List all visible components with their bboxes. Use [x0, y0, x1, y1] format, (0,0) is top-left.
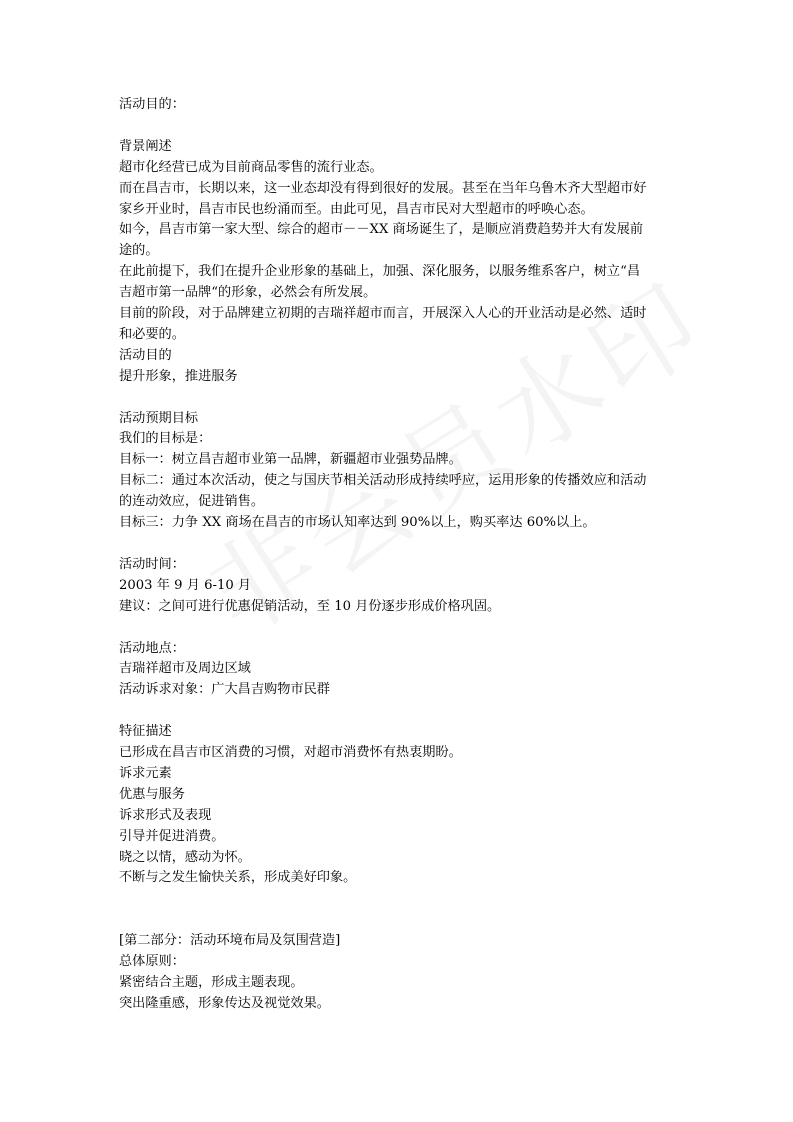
text-line: 优惠与服务: [119, 786, 185, 802]
text-line: 活动预期目标: [119, 410, 199, 426]
text-line: 目标一：树立昌吉超市业第一品牌，新疆超市业强势品牌。: [119, 452, 462, 468]
text-line: 超市化经营已成为目前商品零售的流行业态。: [119, 159, 383, 175]
text-line: 家乡开业时，昌吉市民也纷涌而至。由此可见，昌吉市民对大型超市的呼唤心态。: [119, 201, 594, 217]
text-line: 紧密结合主题，形成主题表现。: [119, 974, 304, 990]
text-line: 活动时间：: [119, 556, 185, 572]
text-line: 目前的阶段，对于品牌建立初期的吉瑞祥超市而言，开展深入人心的开业活动是必然、适时: [119, 306, 647, 322]
text-line: 不断与之发生愉快关系，形成美好印象。: [119, 870, 357, 886]
text-line: 吉瑞祥超市及周边区域: [119, 661, 251, 677]
blank-line: [119, 618, 679, 639]
text-line: 总体原则：: [119, 954, 185, 970]
text-line: 而在昌吉市，长期以来，这一业态却没有得到很好的发展。甚至在当年乌鲁木齐大型超市好: [119, 180, 647, 196]
text-line: 我们的目标是：: [119, 431, 212, 447]
text-line: 在此前提下，我们在提升企业形象的基础上，加强、深化服务，以服务维系客户，树立“昌: [119, 264, 641, 280]
text-line: 如今，昌吉市第一家大型、综合的超市－－XX 商场诞生了，是顺应消费趋势并大有发展前: [119, 222, 644, 238]
text-line: 活动目的：: [119, 97, 185, 112]
text-line: 吉超市第一品牌“的形象，必然会有所发展。: [119, 285, 377, 301]
blank-line: [119, 889, 679, 910]
text-line: 建议：之间可进行优惠促销活动，至 10 月份逐步形成价格巩固。: [119, 598, 501, 614]
text-line: 特征描述: [119, 724, 172, 740]
blank-line: [119, 388, 679, 409]
text-line: 活动目的: [119, 347, 172, 363]
text-line: 2003 年 9 月 6-10 月: [119, 577, 252, 593]
text-line: 活动诉求对象：广大昌吉购物市民群: [119, 682, 330, 698]
text-line: 途的。: [119, 243, 159, 259]
blank-line: [119, 701, 679, 722]
text-line: 提升形象，推进服务: [119, 368, 238, 384]
text-line: 已形成在昌吉市区消费的习惯，对超市消费怀有热衷期盼。: [119, 745, 462, 761]
text-line: [第二部分：活动环境布局及氛围营造]: [119, 933, 341, 949]
text-line: 背景阐述: [119, 138, 172, 154]
blank-line: [119, 910, 679, 931]
text-line: 诉求元素: [119, 765, 172, 781]
text-line: 晓之以情，感动为怀。: [119, 849, 251, 865]
text-line: 的连动效应，促进销售。: [119, 494, 265, 510]
text-line: 目标二：通过本次活动，使之与国庆节相关活动形成持续呼应，运用形象的传播效应和活动: [119, 473, 647, 489]
blank-line: [119, 116, 679, 137]
text-line: 突出隆重感，形象传达及视觉效果。: [119, 995, 330, 1011]
document-body: [119, 95, 679, 1015]
blank-line: [119, 534, 679, 555]
text-line: 引导并促进消费。: [119, 828, 225, 844]
text-line: 和必要的。: [119, 326, 185, 342]
text-line: 目标三：力争 XX 商场在昌吉的市场认知率达到 90%以上，购买率达 60%以上。: [119, 515, 596, 531]
text-line: 活动地点：: [119, 640, 185, 656]
text-line: 诉求形式及表现: [119, 807, 212, 823]
